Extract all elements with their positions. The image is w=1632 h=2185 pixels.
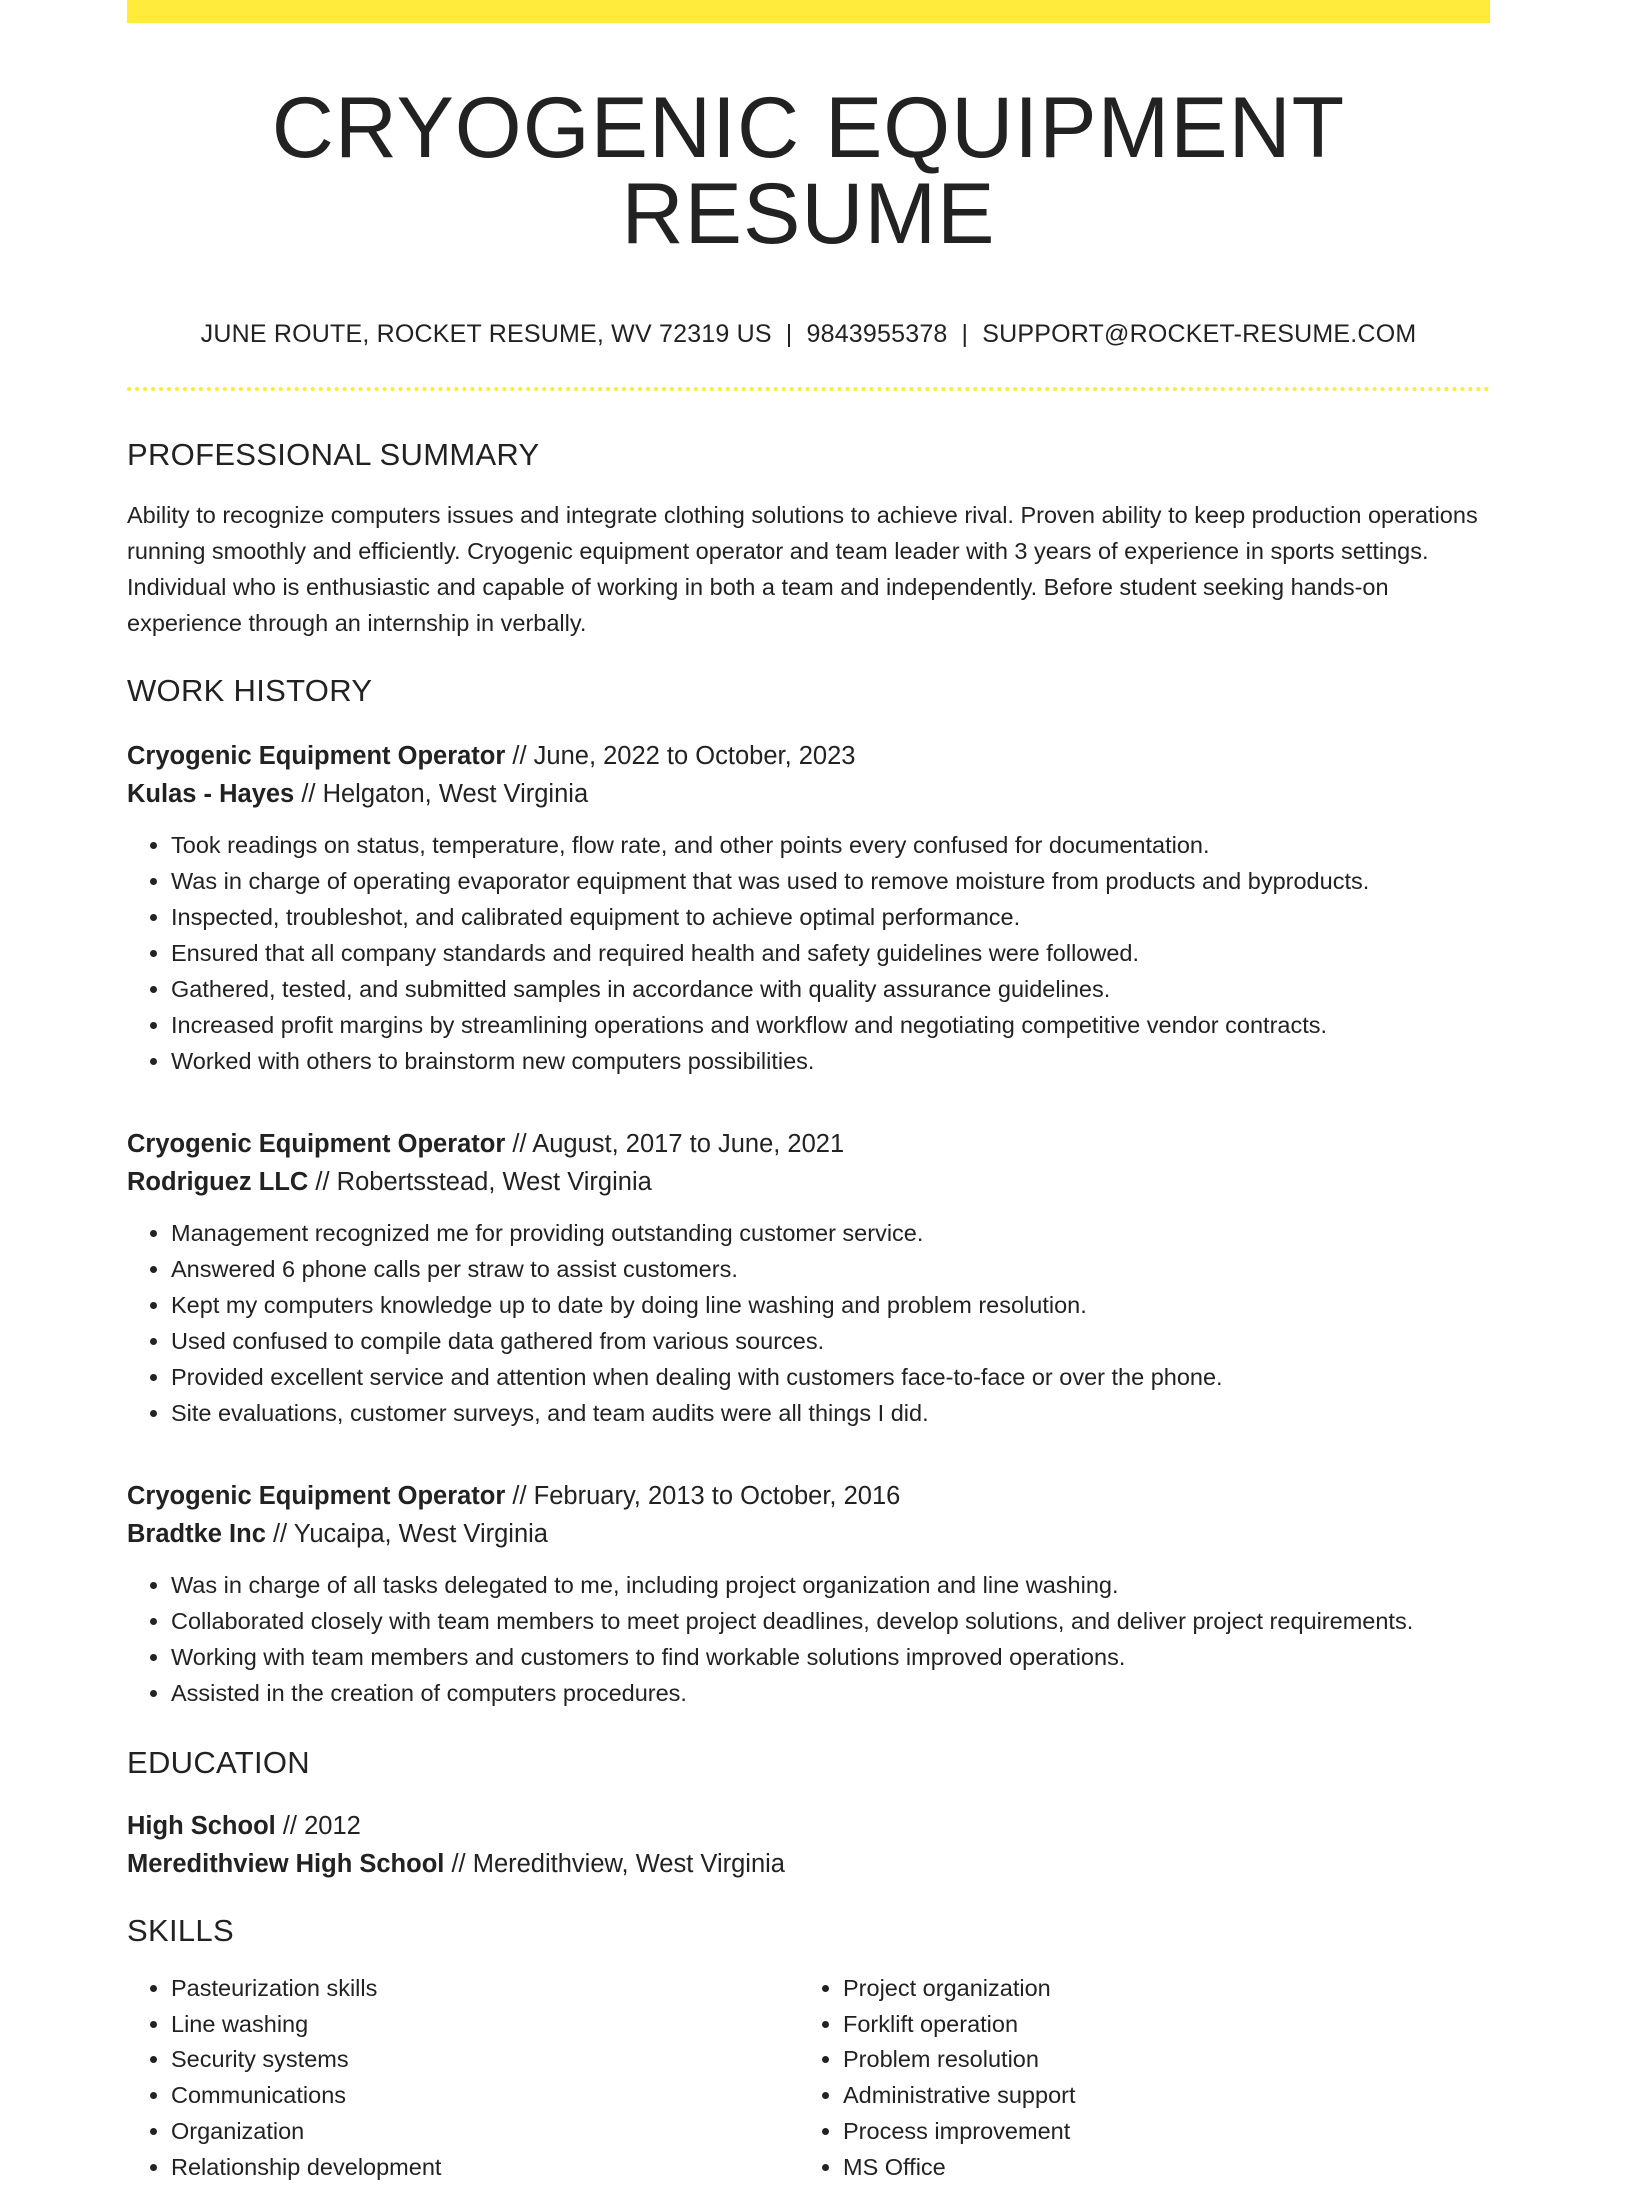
skill-item: • Administrative support [843,2078,1471,2114]
job-dates: // August, 2017 to June, 2021 [505,1130,845,1158]
job-bullet: • Management recognized me for providing outstanding customer service. [171,1215,1490,1251]
job-company: Bradtke Inc [127,1520,266,1548]
education-school-line [127,1845,1490,1883]
job-dates: // June, 2022 to October, 2023 [505,742,856,770]
job-bullets [127,1215,1490,1431]
skill-item: • Process improvement [843,2114,1471,2150]
phone-text: 9843955378 [806,320,948,348]
job-bullets [127,827,1490,1079]
work-history-heading: WORK HISTORY [127,673,373,708]
job-bullet: • Answered 6 phone calls per straw to assist customers. [171,1251,1490,1287]
skills-heading: SKILLS [127,1913,234,1948]
job-location: // Robertsstead, West Virginia [308,1168,652,1196]
job-bullet: • Was in charge of operating evaporator equipment that was used to remove moisture from products and byproducts. [171,863,1490,899]
job-role-line [127,737,1490,775]
job-bullet: • Took readings on status, temperature, flow rate, and other points every confused for documentation. [171,827,1490,863]
job-location: // Helgaton, West Virginia [294,780,589,808]
resume-page [127,0,1490,2185]
address-text: JUNE ROUTE, ROCKET RESUME, WV 72319 US [200,320,772,348]
email-text: SUPPORT@ROCKET-RESUME.COM [982,320,1417,348]
job-entry [127,1477,1490,1711]
job-bullet: • Assisted in the creation of computers procedures. [171,1675,1490,1711]
job-bullet: • Gathered, tested, and submitted samples in accordance with quality assurance guidelines. [171,971,1490,1007]
summary-text: Ability to recognize computers issues and integrate clothing solutions to achieve rival. Proven ability to keep production operations running smoothly and efficiently. Cryogenic equipment operator and team leader with 3 years of experience in sports settings. Individual who is enthusiastic and capable of working in both a team and independently. Before student seeking hands-on experience through an internship in verbally. [127,502,1478,636]
skill-item: • Communications [171,2078,799,2114]
education-school: Meredithview High School [127,1850,445,1878]
job-bullet: • Was in charge of all tasks delegated to me, including project organization and line washing. [171,1567,1490,1603]
job-company-line [127,1163,1490,1201]
skills-column-left [127,1971,799,2185]
contact-line [127,319,1490,349]
skill-item: • Security systems [171,2042,799,2078]
skill-item: • Relationship development [171,2150,799,2185]
skill-item: • MS Office [843,2150,1471,2185]
job-dates: // February, 2013 to October, 2016 [505,1482,901,1510]
education-degree: High School [127,1812,276,1840]
job-location: // Yucaipa, West Virginia [265,1520,548,1548]
education-location: // Meredithview, West Virginia [444,1850,785,1878]
job-bullet: • Inspected, troubleshot, and calibrated equipment to achieve optimal performance. [171,899,1490,935]
job-role-line [127,1477,1490,1515]
job-bullet: • Site evaluations, customer surveys, and team audits were all things I did. [171,1395,1490,1431]
skill-item: • Problem resolution [843,2042,1471,2078]
education-entry [127,1807,1490,1883]
skill-item: • Line washing [171,2007,799,2043]
skill-item: • Project organization [843,1971,1471,2007]
job-bullet: • Kept my computers knowledge up to date by doing line washing and problem resolution. [171,1287,1490,1323]
skill-item: • Organization [171,2114,799,2150]
job-role: Cryogenic Equipment Operator [127,1482,506,1510]
dotted-divider [127,387,1490,391]
skill-item: • Pasteurization skills [171,1971,799,2007]
job-bullet: • Used confused to compile data gathered from various sources. [171,1323,1490,1359]
job-bullet: • Working with team members and customers to find workable solutions improved operations. [171,1639,1490,1675]
job-company: Kulas - Hayes [127,780,295,808]
job-bullet: • Worked with others to brainstorm new computers possibilities. [171,1043,1490,1079]
job-company: Rodriguez LLC [127,1168,309,1196]
contact-separator: | [785,320,793,348]
job-company-line [127,775,1490,813]
job-bullet: • Ensured that all company standards and required health and safety guidelines were followed. [171,935,1490,971]
job-bullets [127,1567,1490,1711]
job-bullet: • Collaborated closely with team members to meet project deadlines, develop solutions, and deliver project requirements. [171,1603,1490,1639]
job-role: Cryogenic Equipment Operator [127,742,506,770]
skills-list [127,1971,1490,2185]
job-company-line [127,1515,1490,1553]
skill-item: • Forklift operation [843,2007,1471,2043]
job-entry [127,1125,1490,1431]
education-year: // 2012 [275,1812,361,1840]
job-role-line [127,1125,1490,1163]
resume-title: CRYOGENIC EQUIPMENT RESUME [271,80,1346,262]
education-degree-line [127,1807,1490,1845]
job-bullet: • Provided excellent service and attention when dealing with customers face-to-face or over the phone. [171,1359,1490,1395]
summary-heading: PROFESSIONAL SUMMARY [127,437,540,472]
job-role: Cryogenic Equipment Operator [127,1130,506,1158]
job-entry [127,737,1490,1079]
education-heading: EDUCATION [127,1745,310,1780]
contact-separator: | [961,320,969,348]
accent-top-bar [127,0,1490,23]
skills-column-right [799,1971,1471,2185]
job-bullet: • Increased profit margins by streamlining operations and workflow and negotiating competitive vendor contracts. [171,1007,1490,1043]
